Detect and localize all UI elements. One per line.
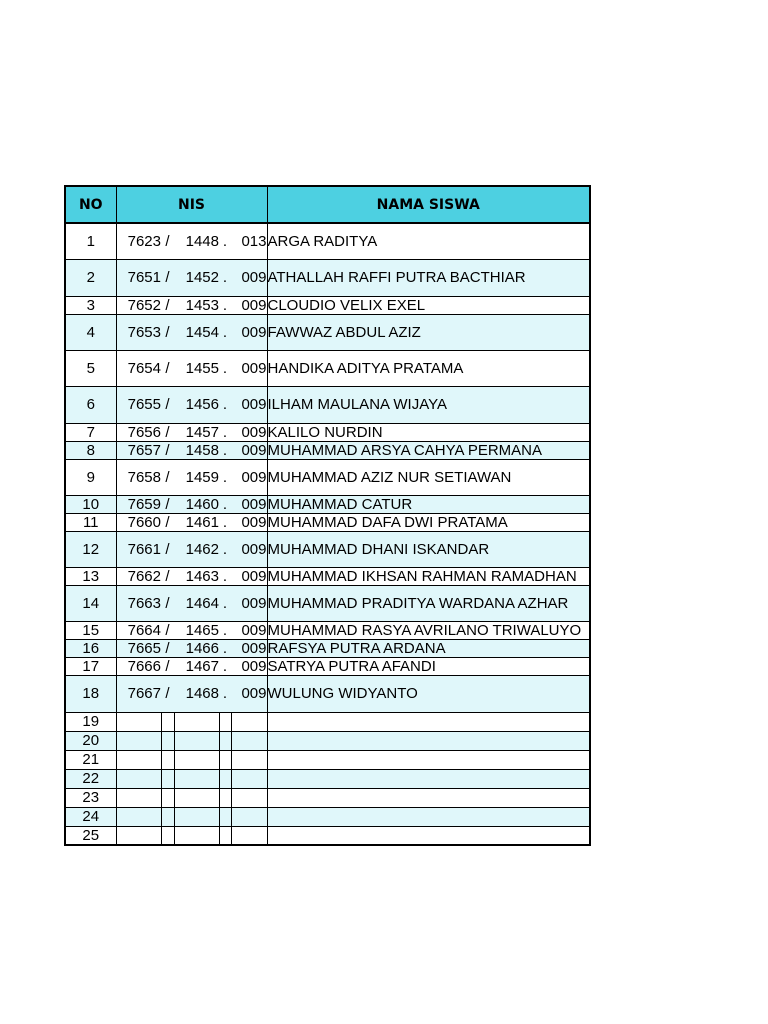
nis-separator-dot (219, 712, 231, 731)
nis-separator-slash: / (161, 459, 174, 495)
header-nis: NIS (116, 186, 267, 223)
nis-separator-dot: . (219, 350, 231, 386)
nis-separator-slash (161, 807, 174, 826)
table-row (65, 639, 590, 657)
nis-part-1: 7663 (116, 585, 161, 621)
student-name: ARGA RADITYA (267, 223, 590, 259)
nis-separator-slash: / (161, 531, 174, 567)
row-number: 24 (65, 807, 116, 826)
table-row (65, 769, 590, 788)
nis-part-2: 1459 (174, 459, 219, 495)
nis-part-3 (231, 750, 267, 769)
nis-separator-dot (219, 807, 231, 826)
nis-part-1: 7654 (116, 350, 161, 386)
nis-separator-dot: . (219, 386, 231, 423)
student-name (267, 807, 590, 826)
student-name: CLOUDIO VELIX EXEL (267, 296, 590, 314)
nis-separator-slash: / (161, 441, 174, 459)
nis-separator-dot: . (219, 675, 231, 712)
nis-separator-slash: / (161, 314, 174, 350)
nis-part-3: 009 (231, 495, 267, 513)
nis-separator-dot: . (219, 513, 231, 531)
row-number: 1 (65, 223, 116, 259)
student-name: WULUNG WIDYANTO (267, 675, 590, 712)
nis-separator-slash (161, 750, 174, 769)
nis-part-3: 009 (231, 386, 267, 423)
nis-part-2: 1460 (174, 495, 219, 513)
student-name (267, 769, 590, 788)
nis-part-1 (116, 826, 161, 845)
nis-separator-slash (161, 826, 174, 845)
nis-part-3: 009 (231, 675, 267, 712)
nis-separator-slash: / (161, 350, 174, 386)
nis-part-3: 009 (231, 350, 267, 386)
nis-separator-dot: . (219, 259, 231, 296)
nis-separator-dot (219, 788, 231, 807)
row-number: 14 (65, 585, 116, 621)
table-row (65, 495, 590, 513)
nis-separator-dot (219, 769, 231, 788)
nis-part-2: 1454 (174, 314, 219, 350)
table-row (65, 567, 590, 585)
row-number: 8 (65, 441, 116, 459)
student-name: HANDIKA ADITYA PRATAMA (267, 350, 590, 386)
student-name: KALILO NURDIN (267, 423, 590, 441)
nis-part-2 (174, 750, 219, 769)
row-number: 9 (65, 459, 116, 495)
nis-part-2: 1458 (174, 441, 219, 459)
student-name: MUHAMMAD DAFA DWI PRATAMA (267, 513, 590, 531)
table-row (65, 657, 590, 675)
table-row (65, 423, 590, 441)
nis-part-1: 7660 (116, 513, 161, 531)
table-row (65, 314, 590, 350)
nis-part-3: 009 (231, 296, 267, 314)
student-name: MUHAMMAD DHANI ISKANDAR (267, 531, 590, 567)
nis-part-3: 009 (231, 585, 267, 621)
table-row (65, 807, 590, 826)
nis-separator-dot: . (219, 639, 231, 657)
row-number: 2 (65, 259, 116, 296)
header-row (65, 186, 590, 223)
nis-separator-slash (161, 712, 174, 731)
nis-part-2: 1466 (174, 639, 219, 657)
student-name: MUHAMMAD PRADITYA WARDANA AZHAR (267, 585, 590, 621)
table-row (65, 350, 590, 386)
row-number: 17 (65, 657, 116, 675)
nis-separator-dot: . (219, 223, 231, 259)
nis-separator-dot: . (219, 423, 231, 441)
nis-part-3: 009 (231, 459, 267, 495)
nis-part-2 (174, 826, 219, 845)
nis-separator-dot: . (219, 441, 231, 459)
table-row (65, 386, 590, 423)
nis-separator-dot: . (219, 296, 231, 314)
student-name: ILHAM MAULANA WIJAYA (267, 386, 590, 423)
nis-part-2: 1457 (174, 423, 219, 441)
nis-separator-slash (161, 731, 174, 750)
table-row (65, 750, 590, 769)
nis-part-1 (116, 788, 161, 807)
nis-part-2: 1467 (174, 657, 219, 675)
nis-part-1 (116, 712, 161, 731)
student-name (267, 788, 590, 807)
student-name: MUHAMMAD IKHSAN RAHMAN RAMADHAN (267, 567, 590, 585)
nis-part-3: 009 (231, 259, 267, 296)
nis-part-1: 7653 (116, 314, 161, 350)
nis-separator-dot: . (219, 621, 231, 639)
nis-part-1 (116, 750, 161, 769)
student-name (267, 712, 590, 731)
student-name: FAWWAZ ABDUL AZIZ (267, 314, 590, 350)
nis-part-2: 1468 (174, 675, 219, 712)
student-name (267, 750, 590, 769)
nis-separator-slash: / (161, 657, 174, 675)
row-number: 20 (65, 731, 116, 750)
row-number: 21 (65, 750, 116, 769)
nis-part-3: 009 (231, 621, 267, 639)
student-name (267, 826, 590, 845)
table-row (65, 585, 590, 621)
table-row (65, 259, 590, 296)
nis-part-1: 7667 (116, 675, 161, 712)
student-name: MUHAMMAD RASYA AVRILANO TRIWALUYO (267, 621, 590, 639)
nis-part-2: 1465 (174, 621, 219, 639)
table-row (65, 441, 590, 459)
nis-part-1: 7666 (116, 657, 161, 675)
nis-part-1: 7652 (116, 296, 161, 314)
nis-separator-dot: . (219, 567, 231, 585)
header-no: NO (65, 186, 116, 223)
nis-part-3 (231, 769, 267, 788)
nis-part-1: 7655 (116, 386, 161, 423)
nis-separator-dot: . (219, 495, 231, 513)
row-number: 23 (65, 788, 116, 807)
row-number: 4 (65, 314, 116, 350)
table-row (65, 675, 590, 712)
nis-separator-slash: / (161, 259, 174, 296)
row-number: 11 (65, 513, 116, 531)
nis-part-3 (231, 731, 267, 750)
nis-separator-dot: . (219, 657, 231, 675)
nis-separator-dot: . (219, 531, 231, 567)
nis-part-1 (116, 807, 161, 826)
nis-separator-slash: / (161, 495, 174, 513)
nis-part-3 (231, 826, 267, 845)
nis-part-2 (174, 731, 219, 750)
nis-part-2: 1464 (174, 585, 219, 621)
table-row (65, 223, 590, 259)
table-row (65, 531, 590, 567)
nis-separator-dot: . (219, 585, 231, 621)
row-number: 5 (65, 350, 116, 386)
nis-separator-slash: / (161, 386, 174, 423)
nis-part-2: 1448 (174, 223, 219, 259)
student-name (267, 731, 590, 750)
student-name: SATRYA PUTRA AFANDI (267, 657, 590, 675)
student-name: MUHAMMAD CATUR (267, 495, 590, 513)
nis-separator-slash: / (161, 513, 174, 531)
nis-part-3: 009 (231, 639, 267, 657)
nis-part-3: 009 (231, 567, 267, 585)
table-row (65, 731, 590, 750)
student-table (64, 185, 591, 846)
nis-part-1: 7656 (116, 423, 161, 441)
nis-part-2: 1462 (174, 531, 219, 567)
nis-part-2: 1463 (174, 567, 219, 585)
nis-part-3: 009 (231, 657, 267, 675)
nis-part-3: 009 (231, 423, 267, 441)
nis-part-3: 013 (231, 223, 267, 259)
nis-separator-dot (219, 750, 231, 769)
nis-part-2 (174, 769, 219, 788)
nis-part-1: 7657 (116, 441, 161, 459)
row-number: 10 (65, 495, 116, 513)
row-number: 12 (65, 531, 116, 567)
row-number: 22 (65, 769, 116, 788)
nis-separator-slash: / (161, 639, 174, 657)
row-number: 18 (65, 675, 116, 712)
table-row (65, 513, 590, 531)
row-number: 13 (65, 567, 116, 585)
nis-part-1: 7661 (116, 531, 161, 567)
nis-separator-slash: / (161, 423, 174, 441)
nis-part-3: 009 (231, 314, 267, 350)
nis-separator-dot: . (219, 314, 231, 350)
nis-part-2: 1453 (174, 296, 219, 314)
student-name: MUHAMMAD AZIZ NUR SETIAWAN (267, 459, 590, 495)
nis-part-3 (231, 807, 267, 826)
nis-separator-slash: / (161, 585, 174, 621)
nis-part-1: 7664 (116, 621, 161, 639)
row-number: 19 (65, 712, 116, 731)
row-number: 16 (65, 639, 116, 657)
header-nama-siswa: NAMA SISWA (267, 186, 590, 223)
student-name: ATHALLAH RAFFI PUTRA BACTHIAR (267, 259, 590, 296)
nis-part-1: 7651 (116, 259, 161, 296)
nis-part-1: 7662 (116, 567, 161, 585)
nis-part-2 (174, 712, 219, 731)
table-row (65, 621, 590, 639)
nis-separator-slash: / (161, 223, 174, 259)
student-name: RAFSYA PUTRA ARDANA (267, 639, 590, 657)
nis-separator-slash: / (161, 675, 174, 712)
nis-part-2 (174, 788, 219, 807)
nis-part-1: 7623 (116, 223, 161, 259)
nis-part-2: 1455 (174, 350, 219, 386)
table-row (65, 459, 590, 495)
nis-separator-slash: / (161, 296, 174, 314)
nis-part-3 (231, 712, 267, 731)
nis-separator-dot (219, 826, 231, 845)
nis-part-3: 009 (231, 531, 267, 567)
nis-separator-slash: / (161, 567, 174, 585)
table-row (65, 826, 590, 845)
table-row (65, 712, 590, 731)
nis-part-1 (116, 769, 161, 788)
nis-part-2: 1461 (174, 513, 219, 531)
nis-separator-dot (219, 731, 231, 750)
row-number: 15 (65, 621, 116, 639)
nis-separator-slash: / (161, 621, 174, 639)
nis-part-1: 7665 (116, 639, 161, 657)
nis-part-3: 009 (231, 441, 267, 459)
nis-part-1: 7659 (116, 495, 161, 513)
nis-separator-dot: . (219, 459, 231, 495)
nis-part-2 (174, 807, 219, 826)
nis-separator-slash (161, 769, 174, 788)
row-number: 3 (65, 296, 116, 314)
nis-part-2: 1456 (174, 386, 219, 423)
nis-part-3: 009 (231, 513, 267, 531)
row-number: 25 (65, 826, 116, 845)
nis-separator-slash (161, 788, 174, 807)
table-row (65, 296, 590, 314)
student-name: MUHAMMAD ARSYA CAHYA PERMANA (267, 441, 590, 459)
nis-part-2: 1452 (174, 259, 219, 296)
table-row (65, 788, 590, 807)
row-number: 7 (65, 423, 116, 441)
nis-part-3 (231, 788, 267, 807)
nis-part-1: 7658 (116, 459, 161, 495)
nis-part-1 (116, 731, 161, 750)
row-number: 6 (65, 386, 116, 423)
